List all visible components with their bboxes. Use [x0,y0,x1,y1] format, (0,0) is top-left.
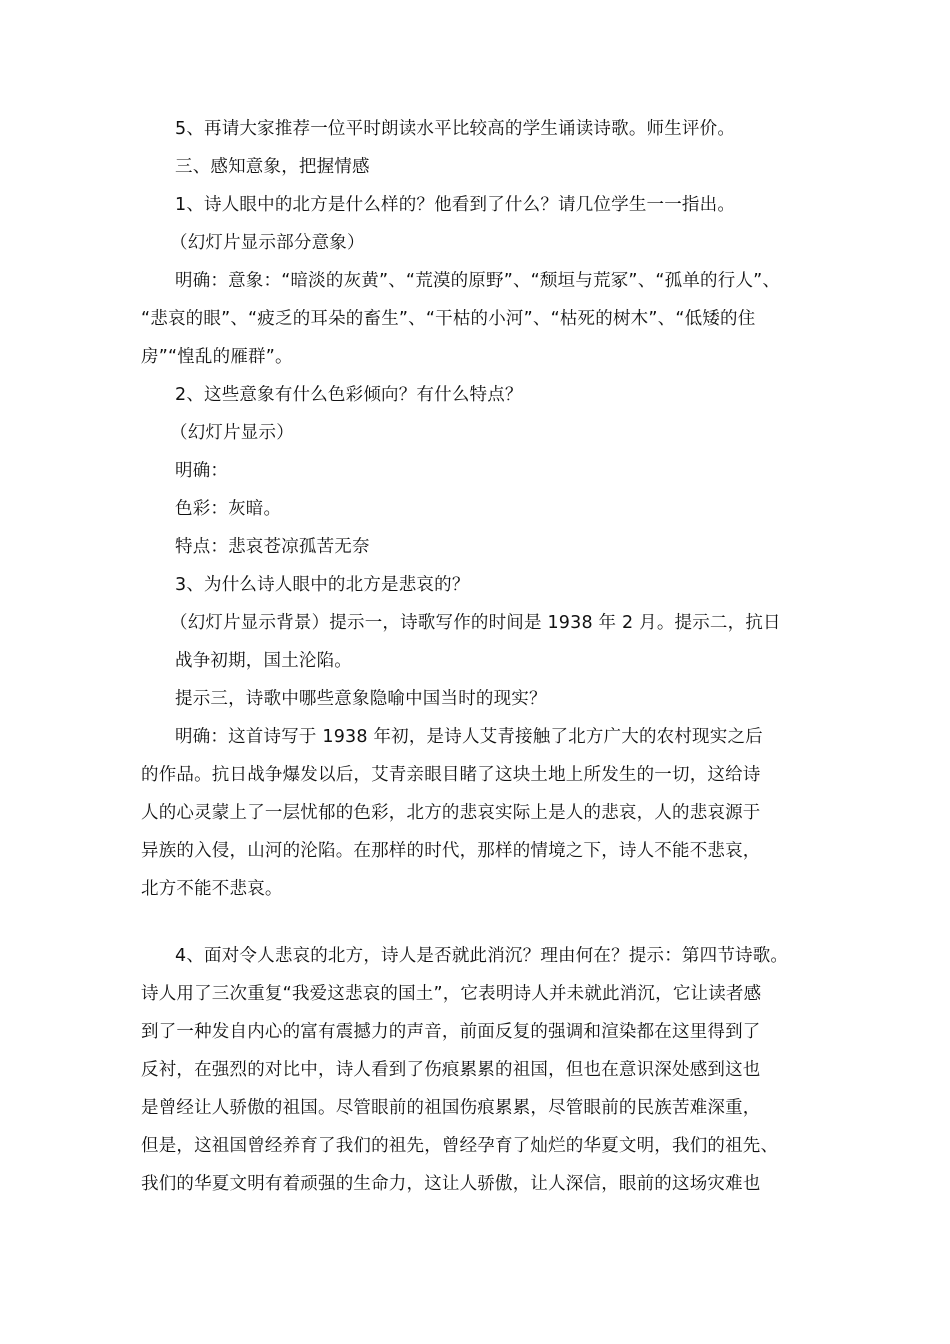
paragraph-line: 但是，这祖国曾经养育了我们的祖先，曾经孕育了灿烂的华夏文明，我们的祖先、 [141,1136,779,1156]
paragraph-line: 是曾经让人骄傲的祖国。尽管眼前的祖国伤痕累累，尽管眼前的民族苦难深重， [141,1098,761,1118]
paragraph-line: “悲哀的眼”、“疲乏的耳朵的畜生”、“干枯的小河”、“枯死的树木”、“低矮的住 [141,309,756,329]
paragraph-line: 提示三，诗歌中哪些意象隐喻中国当时的现实？ [175,689,547,709]
section-heading: 三、感知意象，把握情感 [175,157,370,177]
paragraph-line: 5、再请大家推荐一位平时朗读水平比较高的学生诵读诗歌。师生评价。 [175,119,736,139]
paragraph-line: 色彩：灰暗。 [175,499,282,519]
paragraph-line: 北方不能不悲哀。 [141,879,283,899]
paragraph-line: 明确：意象：“暗淡的灰黄”、“荒漠的原野”、“颓垣与荒冢”、“孤单的行人”、 [175,271,781,291]
paragraph-line: 特点：悲哀苍凉孤苦无奈 [175,537,370,557]
paragraph-line: 3、为什么诗人眼中的北方是悲哀的？ [175,575,470,595]
paragraph-line: （幻灯片显示背景）提示一，诗歌写作的时间是 1938 年 2 月。提示二，抗日 [170,613,781,633]
paragraph-line: 1、诗人眼中的北方是什么样的？他看到了什么？请几位学生一一指出。 [175,195,736,215]
paragraph-line: 的作品。抗日战争爆发以后，艾青亲眼目睹了这块土地上所发生的一切，这给诗 [141,765,761,785]
paragraph-line: 2、这些意象有什么色彩倾向？有什么特点？ [175,385,523,405]
paragraph-line: 异族的入侵，山河的沦陷。在那样的时代，那样的情境之下，诗人不能不悲哀， [141,841,761,861]
paragraph-line: 诗人用了三次重复“我爱这悲哀的国土”，它表明诗人并未就此消沉，它让读者感 [141,984,762,1004]
paragraph-line: （幻灯片显示部分意象） [170,233,365,253]
paragraph-line: 到了一种发自内心的富有震撼力的声音，前面反复的强调和渲染都在这里得到了 [141,1022,761,1042]
paragraph-line: 我们的华夏文明有着顽强的生命力，这让人骄傲，让人深信，眼前的这场灾难也 [141,1174,761,1194]
paragraph-line: 人的心灵蒙上了一层忧郁的色彩，北方的悲哀实际上是人的悲哀，人的悲哀源于 [141,803,761,823]
paragraph-line: 明确： [175,461,229,481]
paragraph-line: 明确：这首诗写于 1938 年初，是诗人艾青接触了北方广大的农村现实之后 [175,727,763,747]
paragraph-line: 战争初期，国土沦陷。 [175,651,352,671]
paragraph-line: 反衬，在强烈的对比中，诗人看到了伤痕累累的祖国，但也在意识深处感到这也 [141,1060,761,1080]
paragraph-line: 房”“惶乱的雁群”。 [141,347,293,367]
paragraph-line: （幻灯片显示） [170,423,294,443]
paragraph-line: 4、面对令人悲哀的北方，诗人是否就此消沉？理由何在？提示：第四节诗歌。 [175,946,789,966]
